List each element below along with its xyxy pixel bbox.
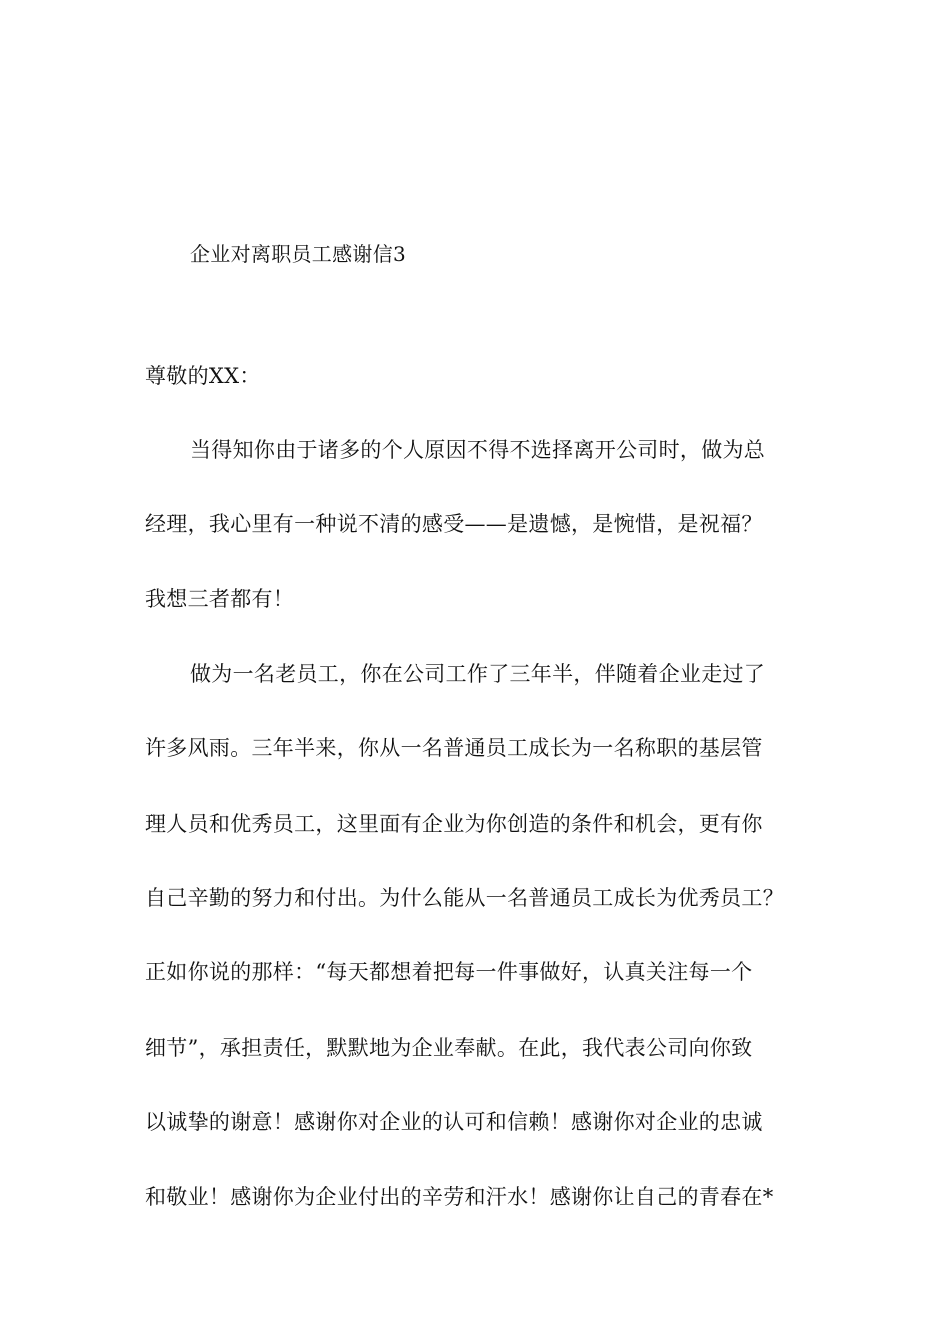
body-line: 当得知你由于诸多的个人原因不得不选择离开公司时，做为总 <box>190 438 766 462</box>
body-line: 许多风雨。三年半来，你从一名普通员工成长为一名称职的基层管 <box>145 736 763 760</box>
body-line: 理人员和优秀员工，这里面有企业为你创造的条件和机会，更有你 <box>145 812 763 836</box>
body-line: 经理，我心里有一种说不清的感受——是遗憾，是惋惜，是祝福？ <box>145 512 763 536</box>
body-line: 我想三者都有！ <box>145 587 295 611</box>
body-line: 正如你说的那样：“每天都想着把每一件事做好，认真关注每一个 <box>145 960 753 984</box>
body-line: 以诚挚的谢意！感谢你对企业的认可和信赖！感谢你对企业的忠诚 <box>145 1110 763 1134</box>
body-line: 自己辛勤的努力和付出。为什么能从一名普通员工成长为优秀员工？ <box>145 886 784 910</box>
body-line: 细节”，承担责任，默默地为企业奉献。在此，我代表公司向你致 <box>145 1036 753 1060</box>
body-line: 做为一名老员工，你在公司工作了三年半，伴随着企业走过了 <box>190 662 766 686</box>
document-title: 企业对离职员工感谢信3 <box>190 242 407 266</box>
body-line: 和敬业！感谢你为企业付出的辛劳和汗水！感谢你让自己的青春在* <box>145 1185 774 1209</box>
salutation: 尊敬的XX： <box>145 364 261 388</box>
